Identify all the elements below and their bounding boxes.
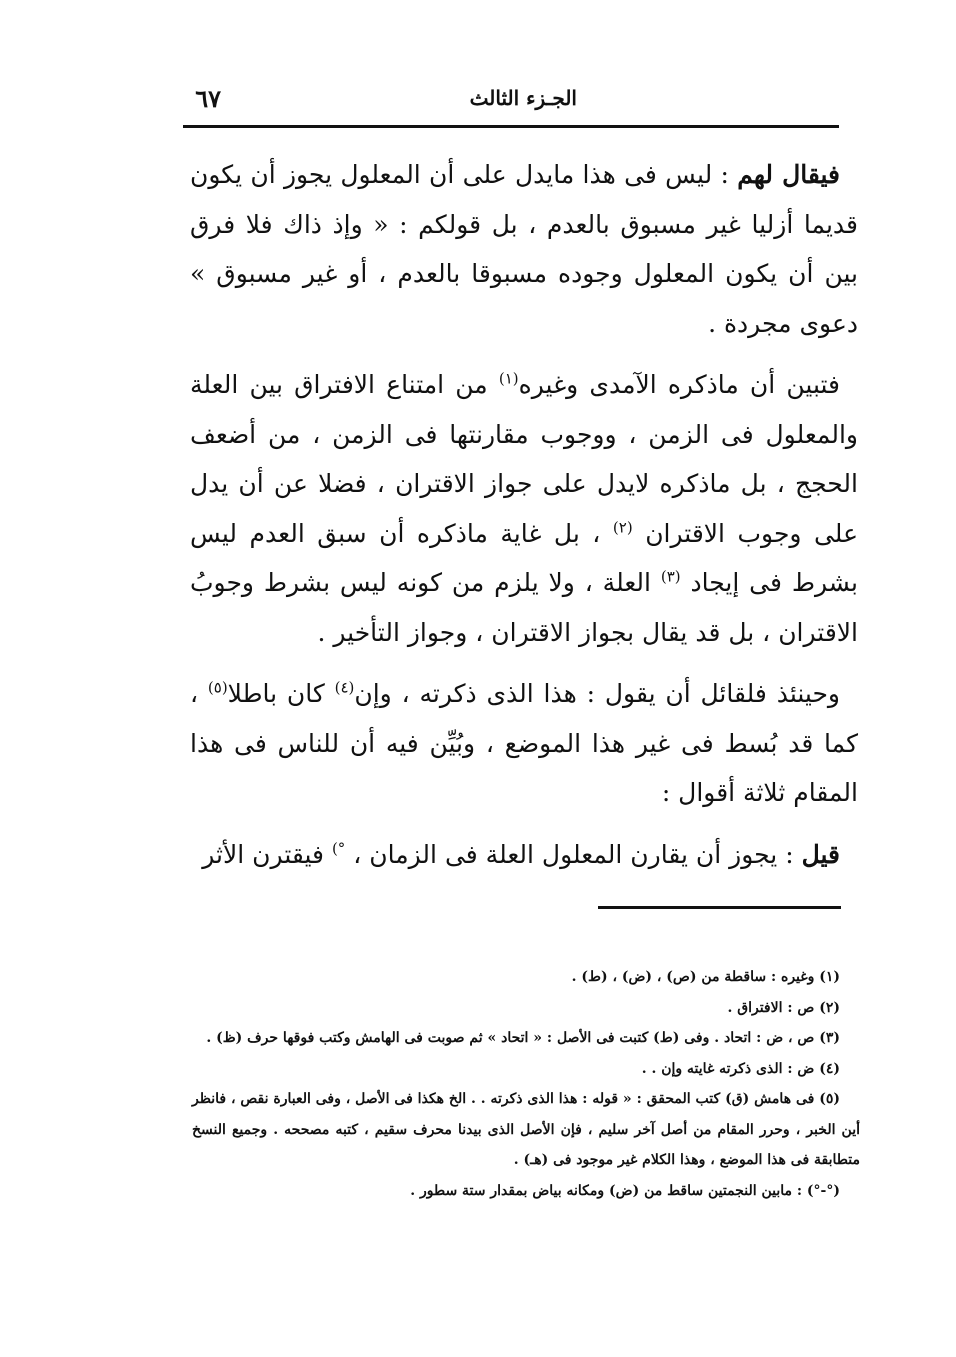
footnote-ref: °) <box>331 839 346 858</box>
footnote: (٤) ض : الذى ذكرته غايته وإن . . <box>641 1060 840 1077</box>
paragraph-text: ، كما قد بُسط فى غير هذا الموضع ، وبُيِّن فيه أن للناس فى هذا المقام ثلاثة أقوال : <box>190 679 858 807</box>
paragraph-text: : ليس فى هذا مايدل على أن المعلول يجوز أن يكون قديما أزليا غير مسبوق بالعدم ، بل قولكم : « وإذ ذاك فلا فرق بين أن يكون المعلول وجوده مسبوقا بالعدم ، أو غير مسبوق » دعوى مجردة . <box>190 160 858 338</box>
paragraph-text: العلة ، ولا يلزم من كونه ليس بشرط وجوبُ الاقتران ، بل قد يقال بجواز الاقتران ، وجواز التأخير . <box>190 568 858 647</box>
header-rule <box>183 125 839 128</box>
footnote: (٢) ص : الافتراق . <box>727 999 840 1016</box>
paragraph <box>190 830 858 880</box>
main-text <box>190 150 858 891</box>
paragraph-text: ، بل غاية ماذكره أن سبق العدم ليس بشرط فى إيجاد <box>190 518 858 597</box>
paragraph <box>190 360 858 657</box>
paragraph-text: من امتناع الافتراق بين العلة والمعلول فى الزمن ، ووجوب مقارنتها فى الزمن ، من أضعف الحجج ، بل ماذكره لايدل على جواز الاقتران ، فضلا عن أن يدل على وجوب الاقتران <box>190 370 858 548</box>
page-number: ٦٧ <box>195 84 221 113</box>
paragraph-lead: قيل <box>801 839 840 869</box>
footnote-ref: (١) <box>498 369 519 388</box>
paragraph-text: كان باطلا <box>227 679 335 708</box>
paragraph-text: فتبين أن ماذكره الآمدى وغيره <box>518 370 840 399</box>
paragraph <box>190 669 858 818</box>
footnote-ref: (٥) <box>207 678 228 697</box>
footnote: (١) وغيره : ساقطة من (ص) ، (ض) ، (ط) . <box>571 969 840 985</box>
page-header <box>183 78 839 122</box>
paragraph-text: : يجوز أن يقارن المعلول العلة فى الزمان ، <box>345 839 802 869</box>
footnotes <box>192 962 860 1206</box>
paragraph <box>190 150 858 348</box>
paragraph-text: فيقترن الأثر <box>202 839 332 869</box>
footnote-ref: (٢) <box>612 518 633 537</box>
paragraph-lead: فيقال لهم <box>737 160 841 189</box>
footnote-ref: (٣) <box>660 567 681 586</box>
footnote: (°-°) : مابين النجمتين ساقط من (ض) ومكانه بياض بمقدار ستة سطور . <box>410 1182 840 1199</box>
footnote-ref: (٤) <box>334 678 355 697</box>
footnote: (٥) فى هامش (ق) كتب المحقق : « قوله : هذا الذى ذكرته . . الخ هكذا فى الأصل ، وفى العبارة نقص ، فانظر أين الخبر ، وحرر المقام من أصل آخر سليم ، فإن الأصل الذى بيدنا محرف سقيم ، كتبه مصححه . وجميع النسخ متطابقة فى هذا الموضع ، وهذا الكلام غير موجود فى (هـ) . <box>192 1091 860 1168</box>
running-head: الجـزء الثالث <box>469 86 577 110</box>
footnote-rule <box>598 906 841 909</box>
footnote: (٣) ص ، ض : اتحاد . وفى (ط) كتبت فى الأصل : « اتحاد » ثم صوبت فى الهامش وكتب فوقها حرف (ظ) . <box>206 1030 840 1046</box>
paragraph-text: وحينئذ فلقائل أن يقول : هذا الذى ذكرته ، وإن <box>354 679 840 708</box>
